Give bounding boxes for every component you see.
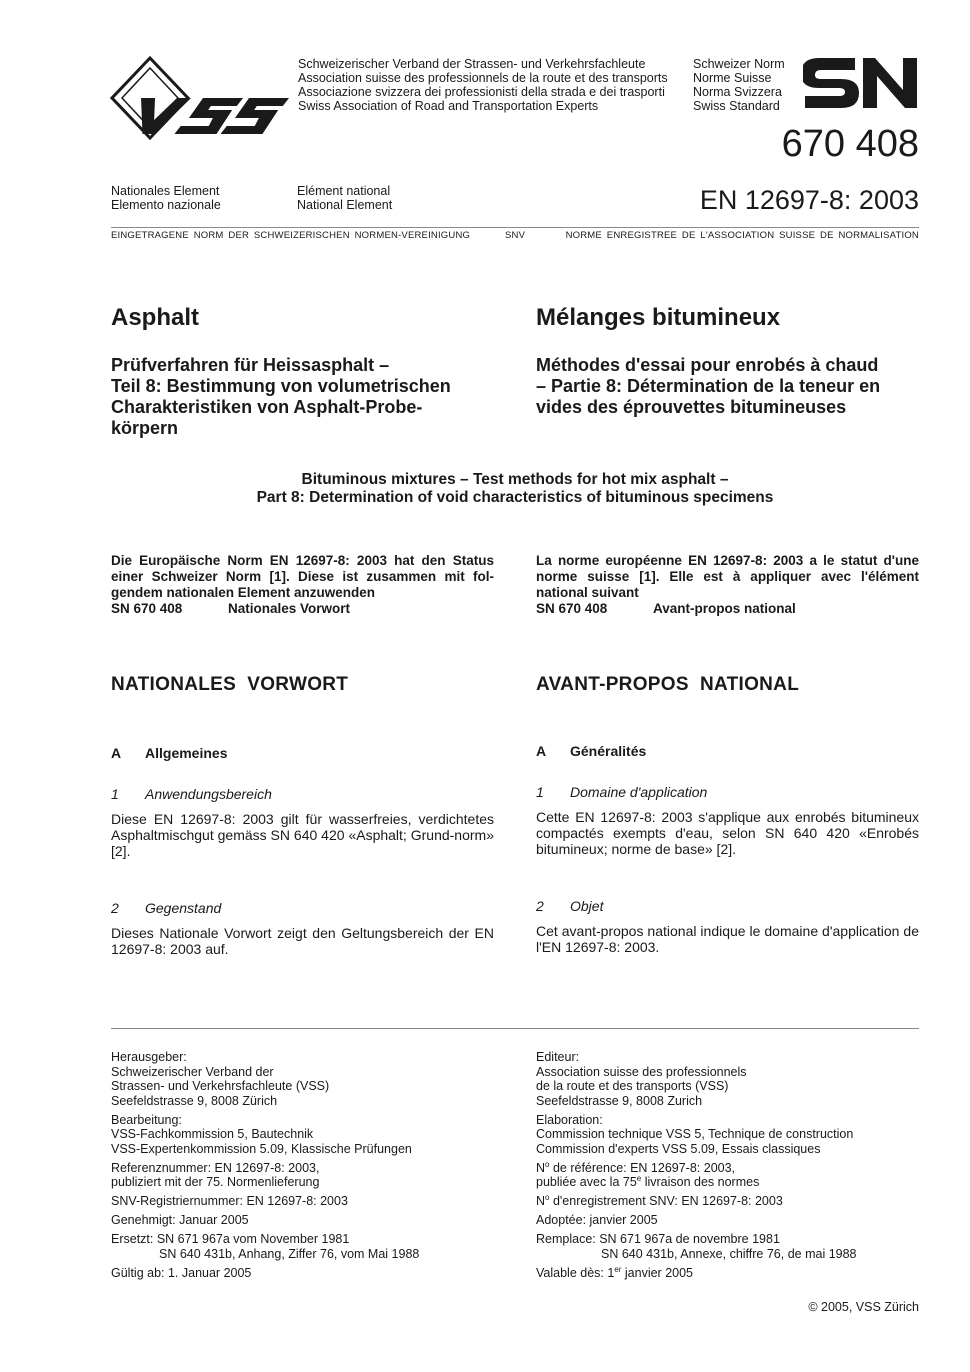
publisher-fr-replaces: Remplace: SN 671 967a de novembre 1981 SN 640 431b, Annexe, chiffre 76, de mai 1988 [536, 1232, 857, 1261]
subtitle-fr: Méthodes d'essai pour enrobés à chaud – Partie 8: Détermination de la teneur en vides des éprouvettes bitumineuses [536, 355, 881, 417]
status-fr: La norme européenne EN 12697-8: 2003 a le statut d'une norme suisse [1]. Elle est à appliquer avec l'élément national suivant SN 670 408 Avant-propos national [536, 553, 919, 616]
vss-logo [110, 56, 292, 140]
subsection-2-de: 2 Gegenstand [111, 900, 222, 916]
national-element-de: Nationales Element Elemento nazionale [111, 184, 221, 212]
norm-number: 670 408 [781, 123, 919, 165]
standard-label-en: Swiss Standard [693, 99, 780, 113]
section-a-fr: A Généralités [536, 743, 647, 759]
subsection-1-fr: 1 Domaine d'application [536, 784, 708, 800]
publisher-fr-valid: Valable dès: 1er janvier 2005 [536, 1264, 693, 1280]
standard-labels [693, 57, 785, 113]
association-name-fr: Association suisse des professionnels de la route et des transports [298, 71, 668, 85]
footer-divider [111, 1028, 919, 1029]
paragraph-2-de: Dieses Nationale Vorwort zeigt den Geltungsbereich der EN 12697-8: 2003 auf. [111, 925, 494, 957]
association-names [298, 57, 668, 113]
association-name-en: Swiss Association of Road and Transportation Experts [298, 99, 599, 113]
publisher-fr-reference: $N^o$ de référence: EN 12697-8: 2003, publiée avec la 75e livraison des normes [536, 1159, 760, 1189]
standard-label-de: Schweizer Norm [693, 57, 785, 71]
sn-logo [803, 56, 919, 110]
registered-note-snv: SNV [505, 230, 526, 241]
section-a-de: A Allgemeines [111, 745, 228, 761]
national-element-fr: Elément national National Element [297, 184, 393, 212]
standard-label-it: Norma Svizzera [693, 85, 782, 99]
association-name-de: Schweizerischer Verband der Strassen- und Verkehrsfachleute [298, 57, 646, 71]
publisher-fr-editor: Editeur: Association suisse des professionnels de la route et des transports (VSS) Seefeldstrasse 9, 8008 Zurich [536, 1050, 747, 1108]
publisher-de-approved: Genehmigt: Januar 2005 [111, 1213, 249, 1227]
paragraph-1-de: Diese EN 12697-8: 2003 gilt für wasserfreies, verdichtetes Asphaltmischgut gemäss SN 640 420 «Asphalt; Grund-norm» [2]. [111, 811, 494, 859]
publisher-fr-snv: $N^o$ d'enregistrement SNV: EN 12697-8: 2003 [536, 1193, 783, 1208]
foreword-title-de: NATIONALES VORWORT [111, 674, 349, 695]
subsection-2-fr: 2 Objet [536, 898, 604, 914]
status-de-reference: SN 670 408 Nationales Vorwort [111, 601, 351, 616]
status-de: Die Europäische Norm EN 12697-8: 2003 hat den Status einer Schweizer Norm [1]. Diese ist zusammen mit fol- gendem nationalen Element anzuwenden SN 670 408 Nationales Vorwort [111, 553, 494, 616]
publisher-de-valid: Gültig ab: 1. Januar 2005 [111, 1265, 252, 1280]
status-fr-reference: SN 670 408 Avant-propos national [536, 601, 796, 616]
publisher-de-replaces: Ersetzt: SN 671 967a vom November 1981 SN 640 431b, Anhang, Ziffer 76, vom Mai 1988 [111, 1232, 420, 1261]
publisher-de-processing: Bearbeitung: VSS-Fachkommission 5, Bautechnik VSS-Expertenkommission 5.09, Klassische Prüfungen [111, 1112, 412, 1156]
paragraph-2-fr: Cet avant-propos national indique le domaine d'application de l'EN 12697-8: 2003. [536, 923, 919, 955]
association-name-it: Associazione svizzera dei professionisti della strada e dei trasporti [298, 85, 665, 99]
publisher-de-reference: Referenznummer: EN 12697-8: 2003, publiziert mit der 75. Normenlieferung [111, 1160, 320, 1189]
copyright: © 2005, VSS Zürich [808, 1300, 919, 1314]
publisher-fr-processing: Elaboration: Commission technique VSS 5, Technique de construction Commission d'experts VSS 5.09, Essais classiques [536, 1112, 854, 1156]
publisher-fr-approved: Adoptée: janvier 2005 [536, 1213, 658, 1227]
header-divider [111, 227, 919, 228]
subtitle-en: Bituminous mixtures – Test methods for hot mix asphalt – Part 8: Determination of void characteristics of bituminous specimens [256, 471, 774, 506]
publisher-de [111, 1050, 419, 1285]
subsection-1-de: 1 Anwendungsbereich [111, 786, 272, 802]
title-fr: Mélanges bitumineux [536, 304, 781, 331]
en-number: EN 12697-8: 2003 [699, 185, 919, 215]
publisher-de-editor: Herausgeber: Schweizerischer Verband der Strassen- und Verkehrsfachleute (VSS) Seefeldstrasse 9, 8008 Zürich [111, 1050, 330, 1108]
publisher-de-snv: SNV-Registriernummer: EN 12697-8: 2003 [111, 1194, 348, 1208]
foreword-title-fr: AVANT-PROPOS NATIONAL [536, 674, 800, 695]
standard-label-fr: Norme Suisse [693, 71, 772, 85]
publisher-fr [536, 1050, 857, 1285]
registered-note-fr: NORME ENREGISTREE DE L'ASSOCIATION SUISSE DE NORMALISATION [565, 230, 919, 241]
paragraph-1-fr: Cette EN 12697-8: 2003 s'applique aux enrobés bitumineux compactés exempts d'eau, selon SN 640 420 «Enrobés bitumineux; norme de base» [2]. [536, 809, 919, 857]
title-de: Asphalt [111, 304, 200, 331]
registered-note-de: EINGETRAGENE NORM DER SCHWEIZERISCHEN NORMEN-VEREINIGUNG [111, 230, 471, 241]
subtitle-de: Prüfverfahren für Heissasphalt – Teil 8: Bestimmung von volumetrischen Charakteristiken von Asphalt-Probe- körpern [111, 355, 451, 438]
